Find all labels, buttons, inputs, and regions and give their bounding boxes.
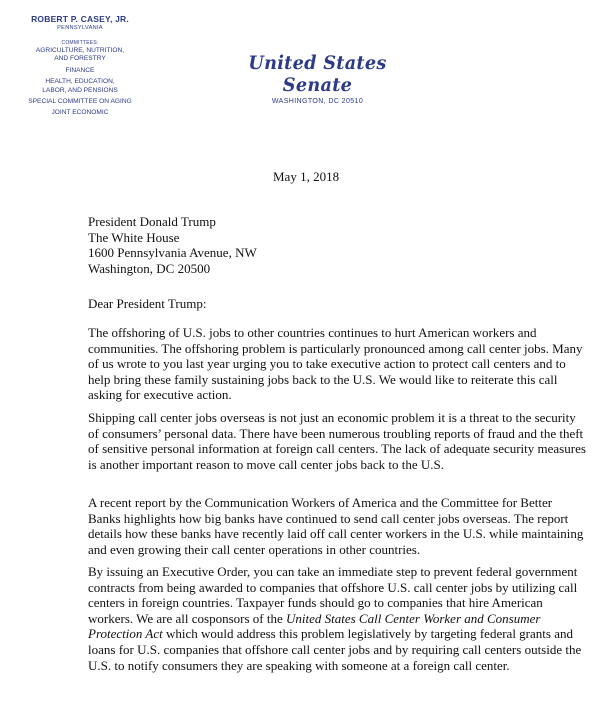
senator-letterhead [0, 14, 160, 118]
paragraph-text: By issuing an Executive Order, you can take an immediate step to prevent federal government contracts from being awarded to companies that offshore U.S. call center jobs by utilizing call centers in foreign countries. Taxpayer funds should go to companies that hire American workers. We are all cosponsors of the [88, 564, 578, 626]
committee-agriculture-line2: AND FORESTRY [54, 55, 106, 63]
committee-aging: SPECIAL COMMITTEE ON AGING [28, 98, 132, 106]
paragraph-security: Shipping call center jobs overseas is not just an economic problem it is a threat to the security of consumers’ personal data. There have been numerous troubling reports of fraud and the theft of sensitive personal information at foreign call centers. The lack of adequate security measures is another important reason to move call center jobs back to the U.S. [88, 410, 586, 472]
recipient-line: The White House [88, 229, 180, 245]
paragraph-text: which would address this problem legislatively by targeting federal grants and loans for U.S. companies that offshore call center jobs and by requiring call centers outside the U.S. to notify consumers they are speaking with someone at a foreign call center. [88, 626, 582, 673]
senator-name: ROBERT P. CASEY, JR. [31, 14, 129, 24]
recipient-line: Washington, DC 20500 [88, 260, 211, 276]
paragraph-executive-order [88, 564, 586, 673]
senate-letterhead [205, 52, 430, 107]
senate-location: WASHINGTON, DC 20510 [271, 98, 364, 105]
recipient-line: 1600 Pennsylvania Avenue, NW [88, 245, 257, 261]
senate-title: United States Senate [248, 52, 387, 96]
committee-help-line1: HEALTH, EDUCATION, [45, 78, 115, 86]
paragraph-offshoring: The offshoring of U.S. jobs to other countries continues to hurt American workers and communities. The offshoring problem is particularly pronounced among call center jobs. Many of us wrote to you last year urging you to take executive action to protect call centers and to help bring these family sustaining jobs back to the U.S. We would like to reiterate this call asking for executive action. [88, 325, 583, 403]
paragraph-report: A recent report by the Communication Workers of America and the Committee for Better Banks highlights how big banks have continued to send call center jobs overseas. The report details how these banks have recently laid off call center workers in the U.S. while maintaining and even growing their call center operations in other countries. [88, 495, 584, 557]
act-title: United States Call Center Worker and Consumer Protection Act [88, 610, 541, 642]
committee-help-line2: LABOR, AND PENSIONS [42, 86, 118, 94]
recipient-line: President Donald Trump [88, 214, 216, 229]
senator-state: PENNSYLVANIA [57, 25, 103, 31]
recipient-address [88, 214, 257, 276]
letter-date: May 1, 2018 [273, 169, 340, 184]
committee-finance: FINANCE [65, 66, 95, 74]
committee-agriculture-line1: AGRICULTURE, NUTRITION, [35, 47, 125, 54]
committee-list [0, 47, 160, 118]
committee-joint-economic: JOINT ECONOMIC [51, 109, 109, 117]
salutation: Dear President Trump: [88, 296, 207, 311]
committees-label: COMMITTEES: [61, 40, 99, 46]
